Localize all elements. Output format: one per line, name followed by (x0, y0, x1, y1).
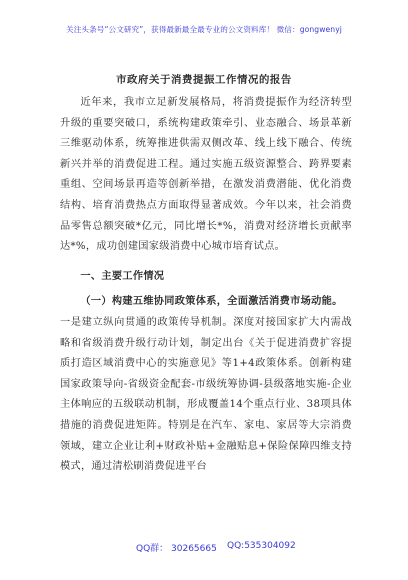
footer (0, 541, 408, 557)
header-banner: 关注头条号“公文研究”，获得最新最全最专业的公文资料库！ 微信：gongwenyj (66, 25, 342, 34)
intro-paragraph: 近年来，我市立足新发展格局，将消费提振作为经济转型升级的重要突破口，系统构建政策牵引、业态融合、场景革新三维驱动体系，统筹推进供需双侧改革、线上线下融合、传统新兴并举的消费促进工程。通过实施五级资源整合、跨界要素重组、空间场景再造等创新举措，在激发消费潜能、优化消费结构、培育消费热点方面取得显著成效。今年以来，社会消费品零售总额突破*亿元，同比增长*%，消费对经济增长贡献率达*%，成功创建国家级消费中心城市培育试点。 (60, 97, 352, 253)
qq-contact-number: QQ:535304092 (227, 541, 296, 551)
body-paragraph: 一是建立纵向贯通的政策传导机制。深度对接国家扩大内需战略和省级消费升级行动计划，制定出台《关于促进消费扩容提质打造区域消费中心的实施意见》等1+4政策体系。创新构建国家政策导向-省级资金配套-市级统筹协调-县级落地实施-企业主体响应的五级联动机制，形成覆盖14个重点行业、38项具体措施的消费促进矩阵。特别是在汽车、家电、家居等大宗消费领域，建立企业让利+财政补贴+金融贴息+保险保障四维支持模式，通过清松刷消费促进平台 (60, 316, 352, 473)
document-body (60, 93, 352, 478)
subsection-heading: （一）构建五维协同政策体系，全面激活消费市场动能。 (80, 296, 343, 308)
section-heading: 一、主要工作情况 (80, 270, 165, 282)
document-title: 市政府关于消费提振工作情况的报告 (116, 74, 292, 86)
qq-group-number: QQ群： 30265665 (136, 544, 217, 554)
